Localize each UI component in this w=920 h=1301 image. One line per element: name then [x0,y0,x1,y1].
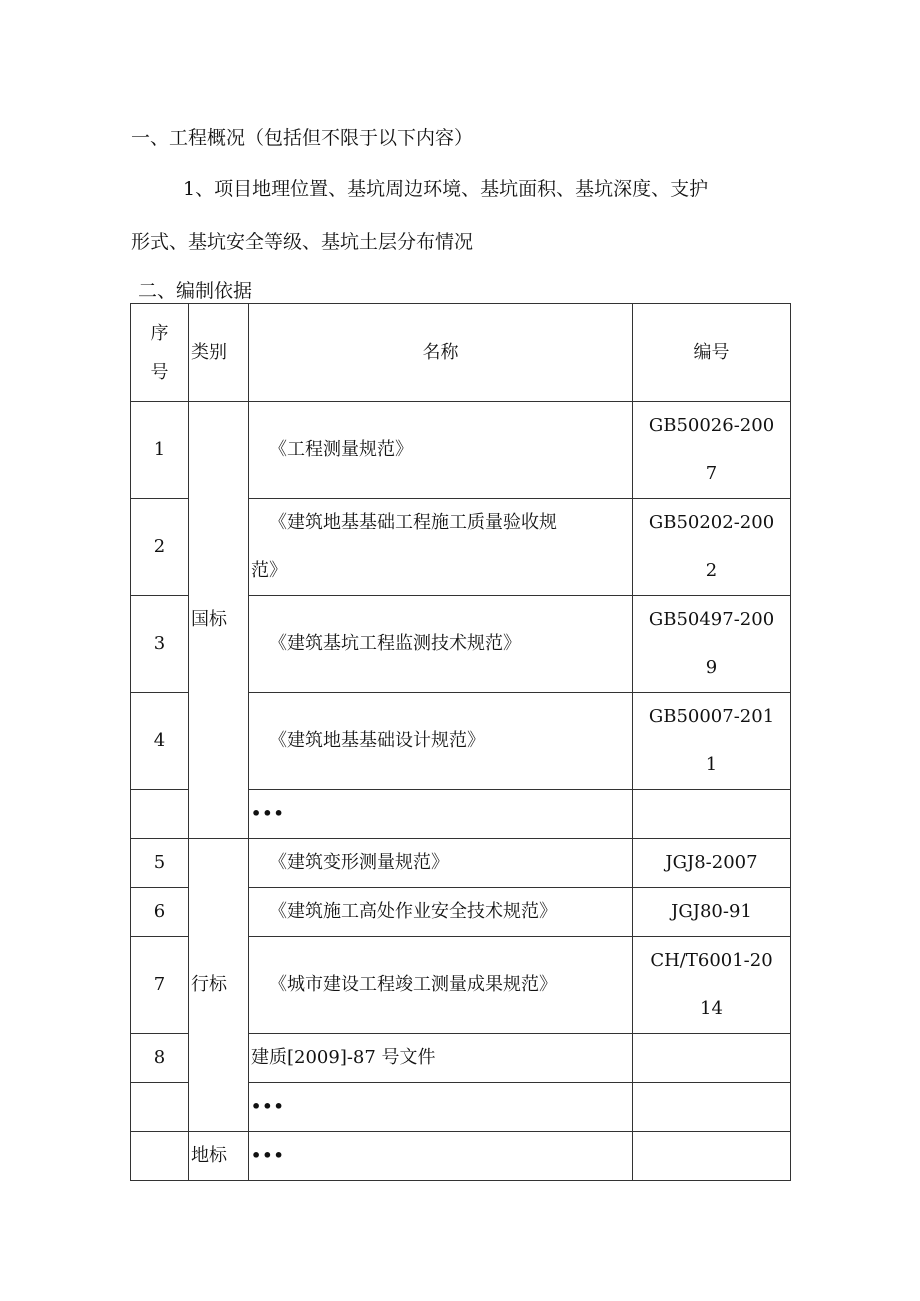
code-line-1: GB50026-200 [648,415,775,436]
standard-code [633,1083,791,1132]
code-line-2: 1 [705,754,718,775]
section-heading-overview: 一、工程概况（包括但不限于以下内容） [131,127,474,149]
ellipsis-more-standards: ••• [249,1083,633,1132]
row-number: 4 [131,693,189,790]
standard-name: 《建筑变形测量规范》 [249,839,633,888]
standard-name: 《建筑基坑工程监测技术规范》 [249,596,633,693]
standard-code [633,790,791,839]
standard-code [633,499,791,596]
section-heading-basis: 二、编制依据 [138,280,253,302]
code-line-2: 9 [705,657,718,678]
row-number [131,1083,189,1132]
name-line-1: 《建筑地基基础工程施工质量验收规 [269,512,557,533]
table-header-row [131,304,791,402]
row-number: 6 [131,888,189,937]
standard-code [633,1132,791,1181]
code-line-1: GB50007-201 [648,706,775,727]
standard-name: 《建筑地基基础设计规范》 [249,693,633,790]
code-line-2: 7 [705,463,718,484]
compilation-basis-table [130,303,791,1181]
code-line-1: GB50202-200 [648,512,775,533]
code-line-2: 14 [700,998,723,1019]
row-number: 5 [131,839,189,888]
header-code: 编号 [633,304,791,402]
overview-item-line-2: 形式、基坑安全等级、基坑土层分布情况 [131,231,474,253]
name-line-2: 范》 [251,560,287,581]
category-local: 地标 [189,1132,249,1181]
header-category: 类别 [189,304,249,402]
table-row [131,402,791,499]
table-row [131,839,791,888]
standard-code [633,596,791,693]
standard-code [633,1034,791,1083]
standard-code: JGJ80-91 [633,888,791,937]
code-line-2: 2 [705,560,718,581]
category-industry: 行标 [189,839,249,1132]
standard-code [633,937,791,1034]
standard-name: 《建筑施工高处作业安全技术规范》 [249,888,633,937]
code-line-1: GB50497-200 [648,609,775,630]
header-serial-number [131,304,189,402]
ellipsis-more-standards: ••• [249,1132,633,1181]
standard-name: 《工程测量规范》 [249,402,633,499]
category-national: 国标 [189,402,249,839]
overview-item-line-1: 1、项目地理位置、基坑周边环境、基坑面积、基坑深度、支护 [183,178,709,200]
row-number: 1 [131,402,189,499]
standard-name: 《城市建设工程竣工测量成果规范》 [249,937,633,1034]
ellipsis-more-standards: ••• [249,790,633,839]
row-number: 3 [131,596,189,693]
standard-name: 建质[2009]-87 号文件 [249,1034,633,1083]
standard-code: JGJ8-2007 [633,839,791,888]
table-row [131,1132,791,1181]
standard-code [633,693,791,790]
header-serial-line-2: 号 [150,361,169,383]
code-line-1: CH/T6001-20 [650,950,773,971]
standard-code [633,402,791,499]
row-number: 2 [131,499,189,596]
row-number: 8 [131,1034,189,1083]
row-number [131,790,189,839]
row-number [131,1132,189,1181]
header-name: 名称 [249,304,633,402]
header-serial-line-1: 序 [150,322,169,344]
row-number: 7 [131,937,189,1034]
standard-name [249,499,633,596]
